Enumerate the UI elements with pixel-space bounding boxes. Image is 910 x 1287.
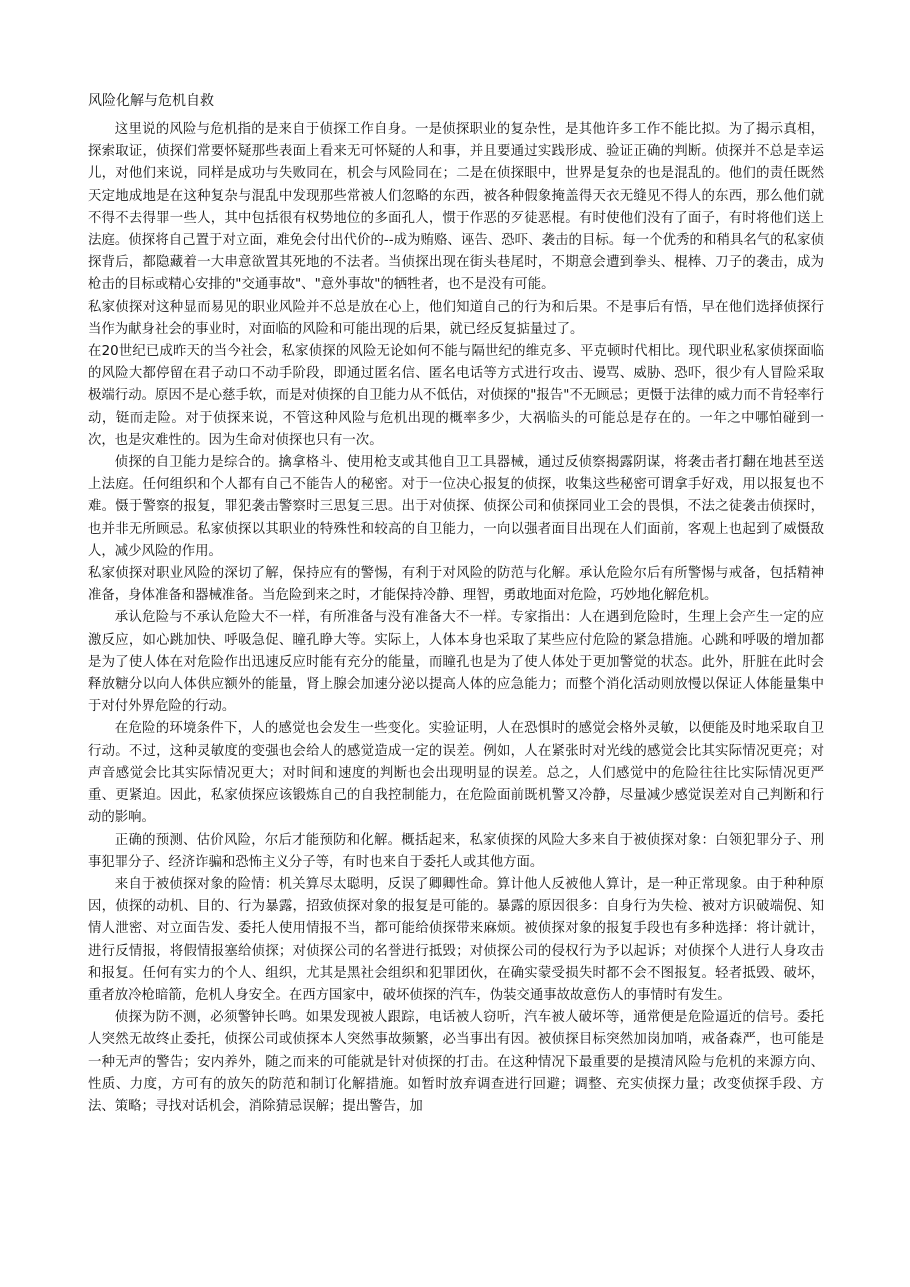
paragraph: 来自于被侦探对象的险情：机关算尽太聪明，反误了卿卿性命。算计他人反被他人算计，是一种正常现象。由于种种原因，侦探的动机、目的、行为暴露，招致侦探对象的报复是可能的。暴露的原因很多：自身行为失检、被对方识破端倪、知情人泄密、对立面告发、委托人使用情报不当，都可能给侦探带来麻烦。被侦探对象的报复手段也有多种选择：将计就计，进行反情报，将假情报塞给侦探；对侦探公司的名誉进行抵毁；对侦探公司的侵权行为予以起诉；对侦探个人进行人身攻击和报复。任何有实力的个人、组织，尤其是黑社会组织和犯罪团伙，在确实蒙受损失时都不会不图报复。轻者抵毁、破坏，重者放冷枪暗箭，危机人身安全。在西方国家中，破坏侦探的汽车，伪装交通事故故意伤人的事情时有发生。 (88, 876, 824, 1003)
document-page (88, 90, 824, 1118)
paragraph: 私家侦探对职业风险的深切了解，保持应有的警惕，有利于对风险的防范与化解。承认危险尔后有所警惕与戒备，包括精神准备，身体准备和器械准备。当危险到来之时，才能保持冷静、理智，勇敢地面对危险，巧妙地化解危机。 (88, 566, 824, 604)
paragraph: 承认危险与不承认危险大不一样，有所准备与没有准备大不一样。专家指出：人在遇到危险时，生理上会产生一定的应激反应，如心跳加快、呼吸急促、瞳孔睁大等。实际上，人体本身也采取了某些应付危险的紧急措施。心跳和呼吸的增加都是为了使人体在对危险作出迅速反应时能有充分的能量，而瞳孔也是为了使人体处于更加警觉的状态。此外，肝脏在此时会释放糖分以向人体供应额外的能量，肾上腺会加速分泌以提高人体的应急能力；而整个消化活动则放慢以保证人体能量集中于对付外界危险的行动。 (88, 610, 824, 715)
paragraph: 在20世纪已成昨天的当今社会，私家侦探的风险无论如何不能与隔世纪的维克多、平克顿时代相比。现代职业私家侦探面临的风险大都停留在君子动口不动手阶段，即通过匿名信、匿名电话等方式进行攻击、谩骂、威胁、恐吓，很少有人冒险采取极端行动。原因不是心慈手软，而是对侦探的自卫能力从不低估，对侦探的"报告"不无顾忌；更慑于法律的威力而不肯轻率行动，铤而走险。对于侦探来说，不管这种风险与危机出现的概率多少，大祸临头的可能总是存在的。一年之中哪怕碰到一次，也是灾难性的。因为生命对侦探也只有一次。 (88, 344, 824, 448)
document-body (88, 119, 824, 1118)
paragraph: 正确的预测、估价风险，尔后才能预防和化解。概括起来，私家侦探的风险大多来自于被侦探对象：白领犯罪分子、刑事犯罪分子、经济诈骗和恐怖主义分子等，有时也来自于委托人或其他方面。 (88, 832, 824, 870)
paragraph: 这里说的风险与危机指的是来自于侦探工作自身。一是侦探职业的复杂性，是其他许多工作不能比拟。为了揭示真相，探索取证，侦探们常要怀疑那些表面上看来无可怀疑的人和事，并且要通过实践形成、验证正确的判断。侦探并不总是幸运儿，对他们来说，同样是成功与失败同在，机会与风险同在；二是在侦探眼中，世界是复杂的也是混乱的。他们的责任既然天定地成地是在这种复杂与混乱中发现那些常被人们忽略的东西，被各种假象掩盖得天衣无缝见不得人的东西，那么他们就不得不去得罪一些人，其中包括很有权势地位的多面孔人，惯于作恶的歹徒恶棍。有时使他们没有了面子，有时将他们送上法庭。侦探将自己置于对立面，难免会付出代价的--成为贿赂、诬告、恐吓、袭击的目标。每一个优秀的和稍具名气的私家侦探背后，都隐藏着一大串意欲置其死地的不法者。当侦探出现在街头巷尾时，不期意会遭到拳头、棍棒、刀子的袭击，成为枪击的目标或精心安排的"交通事故"、"意外事故"的牺牲者，也不是没有可能。 (88, 122, 824, 293)
paragraph: 在危险的环境条件下，人的感觉也会发生一些变化。实验证明，人在恐惧时的感觉会格外灵敏，以便能及时地采取自卫行动。不过，这种灵敏度的变强也会给人的感觉造成一定的误差。例如，人在紧张时对光线的感觉会比其实际情况更亮；对声音感觉会比其实际情况更大；对时间和速度的判断也会出现明显的误差。总之，人们感觉中的危险往往比实际情况更严重、更紧迫。因此，私家侦探应该锻炼自己的自我控制能力，在危险面前既机警又冷静，尽量减少感觉误差对自己判断和行动的影响。 (88, 721, 824, 826)
paragraph: 私家侦探对这种显而易见的职业风险并不总是放在心上，他们知道自己的行为和后果。不是事后有悟，早在他们选择侦探行当作为献身社会的事业时，对面临的风险和可能出现的后果，就已经反复掂量过了。 (88, 299, 824, 337)
paragraph: 侦探为防不测，必须警钟长鸣。如果发现被人跟踪，电话被人窃听，汽车被人破坏等，通常便是危险逼近的信号。委托人突然无故终止委托，侦探公司或侦探本人突然事故频繁，必当事出有因。被侦探目标突然加岗加哨，戒备森严，也可能是一种无声的警告；安内养外，随之而来的可能就是针对侦探的打击。在这种情况下最重要的是摸清风险与危机的来源方向、性质、力度，方可有的放矢的防范和制订化解措施。如暂时放弃调查进行回避；调整、充实侦探力量；改变侦探手段、方法、策略；寻找对话机会，消除猜忌误解；提出警告，加 (88, 1010, 824, 1114)
document-title: 风险化解与危机自救 (88, 93, 214, 109)
paragraph: 侦探的自卫能力是综合的。擒拿格斗、使用枪支或其他自卫工具器械，通过反侦察揭露阴谋，将袭击者打翻在地甚至送上法庭。任何组织和个人都有自己不能告人的秘密。对于一位决心报复的侦探，收集这些秘密可谓拿手好戏，用以报复也不难。慑于警察的报复，罪犯袭击警察时三思复三思。出于对侦探、侦探公司和侦探同业工会的畏惧，不法之徒袭击侦探时，也并非无所顾忌。私家侦探以其职业的特殊性和较高的自卫能力，一向以强者面目出现在人们面前，客观上也起到了威慑敌人，减少风险的作用。 (88, 455, 824, 559)
